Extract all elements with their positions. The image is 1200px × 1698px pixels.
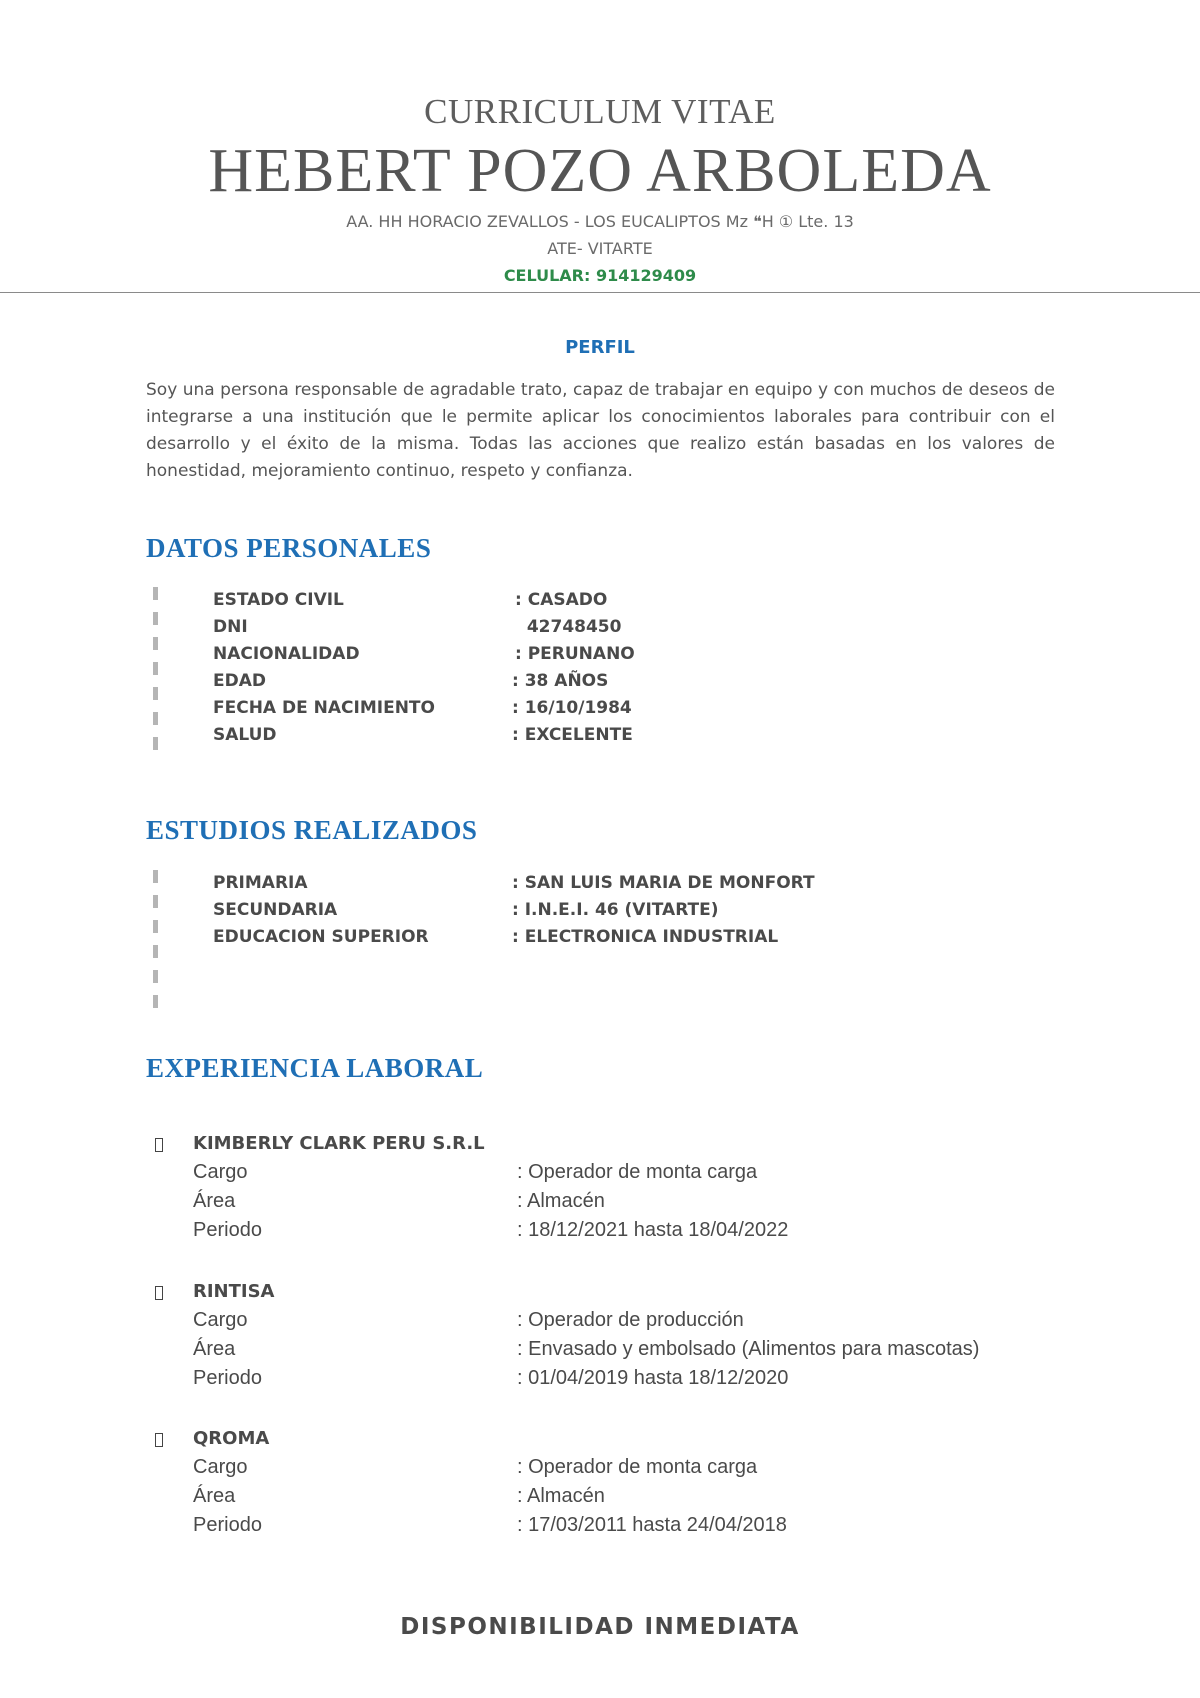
job-row-cargo — [193, 1456, 1053, 1486]
job-label: Periodo — [193, 1367, 262, 1389]
candidate-name: HEBERT POZO ARBOLEDA — [208, 137, 992, 205]
job-label: Área — [193, 1338, 236, 1360]
job-label: Cargo — [193, 1161, 248, 1183]
job-value: : Almacén — [517, 1485, 605, 1507]
estudios-row-secundaria — [213, 900, 913, 927]
datos-row-nacionalidad — [213, 644, 913, 671]
datos-row-dni — [213, 617, 913, 644]
bullet-icon — [155, 1138, 163, 1152]
datos-row-edad — [213, 671, 913, 698]
job-row-periodo — [193, 1514, 1053, 1544]
datos-label: ESTADO CIVIL — [213, 590, 344, 610]
datos-row-salud — [213, 725, 913, 752]
datos-value: : PERUNANO — [515, 644, 635, 664]
job-label: Periodo — [193, 1219, 262, 1241]
estudios-label: SECUNDARIA — [213, 900, 338, 920]
datos-label: DNI — [213, 617, 248, 637]
estudios-row-primaria — [213, 873, 913, 900]
job-company: KIMBERLY CLARK PERU S.R.L — [193, 1133, 485, 1154]
job-value: : Operador de producción — [517, 1309, 744, 1331]
job-label: Área — [193, 1485, 236, 1507]
job-row-area — [193, 1338, 1053, 1368]
phone-number: CELULAR: 914129409 — [503, 266, 697, 285]
datos-personales-bullet-bar — [153, 587, 159, 767]
datos-row-fecha-nacimiento — [213, 698, 913, 725]
perfil-paragraph: Soy una persona responsable de agradable trato, capaz de trabajar en equipo y con muchos de deseos de integrarse a una institución que le permite aplicar los conocimientos laborales para contribuir con el desarrollo y el éxito de la misma. Todas las acciones que realizo están basadas en los valores de honestidad, mejoramiento continuo, respeto y confianza. — [146, 380, 1055, 481]
job-label: Periodo — [193, 1514, 262, 1536]
bullet-icon — [155, 1433, 163, 1447]
job-row-cargo — [193, 1309, 1053, 1339]
estudios-label: PRIMARIA — [213, 873, 308, 893]
datos-value: : EXCELENTE — [512, 725, 633, 745]
job-value: : 01/04/2019 hasta 18/12/2020 — [517, 1367, 789, 1389]
address-line-1: AA. HH HORACIO ZEVALLOS - LOS EUCALIPTOS Mz ❝H ① Lte. 13 — [346, 212, 854, 231]
job-label: Área — [193, 1190, 236, 1212]
datos-row-estado-civil — [213, 590, 913, 617]
datos-value: : CASADO — [515, 590, 608, 610]
job-value: : Operador de monta carga — [517, 1456, 758, 1478]
job-row-area — [193, 1190, 1053, 1220]
estudios-value: : I.N.E.I. 46 (VITARTE) — [512, 900, 719, 920]
job-value: : Operador de monta carga — [517, 1161, 758, 1183]
job-row-cargo — [193, 1161, 1053, 1191]
experiencia-heading: EXPERIENCIA LABORAL — [146, 1053, 484, 1083]
estudios-heading: ESTUDIOS REALIZADOS — [146, 815, 478, 845]
datos-value: : 38 AÑOS — [512, 671, 609, 691]
datos-label: NACIONALIDAD — [213, 644, 360, 664]
bullet-icon — [155, 1286, 163, 1300]
estudios-bullet-bar — [153, 870, 159, 1010]
job-row-periodo — [193, 1219, 1053, 1249]
document-label: CURRICULUM VITAE — [424, 92, 776, 131]
job-company: RINTISA — [193, 1281, 275, 1302]
job-value: : 17/03/2011 hasta 24/04/2018 — [517, 1514, 787, 1536]
job-label: Cargo — [193, 1456, 248, 1478]
job-row-periodo — [193, 1367, 1053, 1397]
job-value: : 18/12/2021 hasta 18/04/2022 — [517, 1219, 789, 1241]
estudios-row-educacion-superior — [213, 927, 913, 954]
estudios-value: : SAN LUIS MARIA DE MONFORT — [512, 873, 815, 893]
datos-value: 42748450 — [515, 617, 622, 637]
datos-label: SALUD — [213, 725, 277, 745]
job-value: : Almacén — [517, 1190, 605, 1212]
datos-personales-heading: DATOS PERSONALES — [146, 533, 432, 563]
datos-label: EDAD — [213, 671, 266, 691]
header-divider — [0, 292, 1200, 293]
job-company: QROMA — [193, 1428, 270, 1449]
job-value: : Envasado y embolsado (Alimentos para mascotas) — [517, 1338, 980, 1360]
address-line-2: ATE- VITARTE — [547, 239, 653, 258]
estudios-value: : ELECTRONICA INDUSTRIAL — [512, 927, 779, 947]
job-row-area — [193, 1485, 1053, 1515]
availability-note: DISPONIBILIDAD INMEDIATA — [400, 1614, 800, 1640]
estudios-label: EDUCACION SUPERIOR — [213, 927, 429, 947]
datos-label: FECHA DE NACIMIENTO — [213, 698, 435, 718]
job-label: Cargo — [193, 1309, 248, 1331]
datos-value: : 16/10/1984 — [512, 698, 632, 718]
perfil-heading: PERFIL — [565, 337, 635, 358]
